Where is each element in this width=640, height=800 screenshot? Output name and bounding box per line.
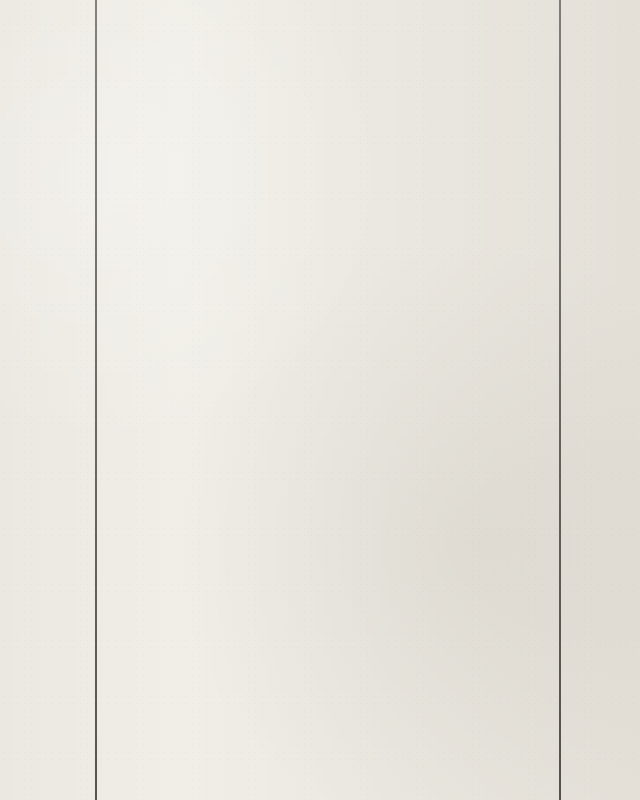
left-column-rule	[95, 0, 97, 800]
right-column-rule	[559, 0, 561, 800]
